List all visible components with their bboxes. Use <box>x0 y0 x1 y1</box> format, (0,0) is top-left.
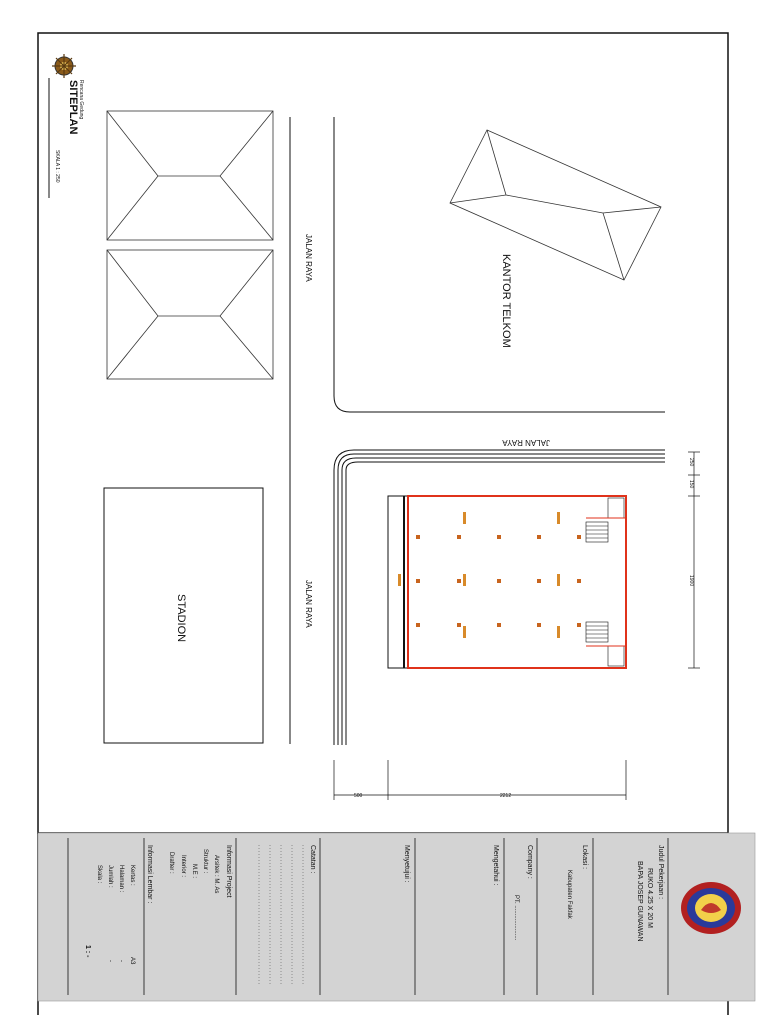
tb-lokasi-label: Lokasi : <box>581 845 588 870</box>
dimension-bottom <box>334 760 626 800</box>
tb-interior: Interior : <box>180 855 186 878</box>
dim-1900: 1900 <box>688 575 694 587</box>
tb-skala-label: Skala : <box>96 865 102 884</box>
ruko-floor-plan <box>388 496 626 668</box>
tb-lokasi-value: Kabupaten Fakfak <box>566 870 572 919</box>
tb-menyetujui-label: Menyetujui : <box>403 845 410 883</box>
tb-judul-label: Judul Pekerjaan : <box>657 845 664 900</box>
tb-struktur: Struktur : <box>202 849 208 874</box>
stadion-label: STADION <box>175 594 187 643</box>
tb-skala-value: 1 : - <box>84 945 91 958</box>
sheet-border <box>38 33 728 833</box>
tb-jumlah-label: Jumlah : <box>107 865 113 888</box>
tb-halaman-value: - <box>118 960 124 962</box>
dim-2212: 2212 <box>500 793 512 799</box>
tb-jumlah-value: - <box>107 960 113 962</box>
tb-drafter: Drafter : <box>168 852 174 874</box>
toilet-bottom <box>608 646 624 666</box>
tb-company-label: Company : <box>526 845 533 879</box>
header-subtitle: Rencana Gedung <box>78 80 84 120</box>
dim-150: 150 <box>688 480 694 489</box>
tb-halaman-label: Halaman : <box>118 865 124 893</box>
tb-kertas-value: A3 <box>129 957 135 965</box>
toilet-top <box>608 498 624 518</box>
tb-kertas-label: Kertas : <box>129 865 135 886</box>
road-label-horizontal: JALAN RAYA <box>502 438 550 447</box>
road-lines <box>290 117 665 745</box>
header-title: SITEPLAN <box>67 80 79 135</box>
kantor-telkom-label: KANTOR TELKOM <box>500 254 512 348</box>
road-label-top: JALAN RAYA <box>304 234 313 282</box>
tb-judul-1: RUKO 4.25 X 20 M <box>646 868 653 928</box>
header-scale: SKALA 1 : 250 <box>54 150 60 183</box>
tb-mengetahui-label: Mengetahui : <box>492 845 499 886</box>
building-roof-2 <box>107 250 273 379</box>
ruko-columns <box>416 535 581 627</box>
stair-bottom <box>586 622 608 642</box>
road-label-bottom: JALAN RAYA <box>304 580 313 628</box>
tb-company-value: PT. ..................... <box>513 895 519 941</box>
stair-top <box>586 522 608 542</box>
tb-arsitek: Arsitek : M. As <box>213 855 219 894</box>
dim-500: 500 <box>354 793 363 799</box>
room-tags <box>398 512 560 638</box>
header-logo <box>52 54 76 78</box>
regency-emblem <box>681 882 741 934</box>
tb-judul-2: BAPA JOSEP GUNAWAN <box>636 861 643 942</box>
tb-catatan-label: Catatan : <box>309 845 316 874</box>
tb-me: M.E : <box>191 864 197 879</box>
tb-info-lembar-label: Informasi Lembar : <box>146 845 153 904</box>
building-roof-1 <box>107 111 273 240</box>
dim-250: 250 <box>688 458 694 467</box>
tb-info-project-label: Informasi Project <box>225 845 232 898</box>
kantor-telkom-roof <box>450 130 661 280</box>
